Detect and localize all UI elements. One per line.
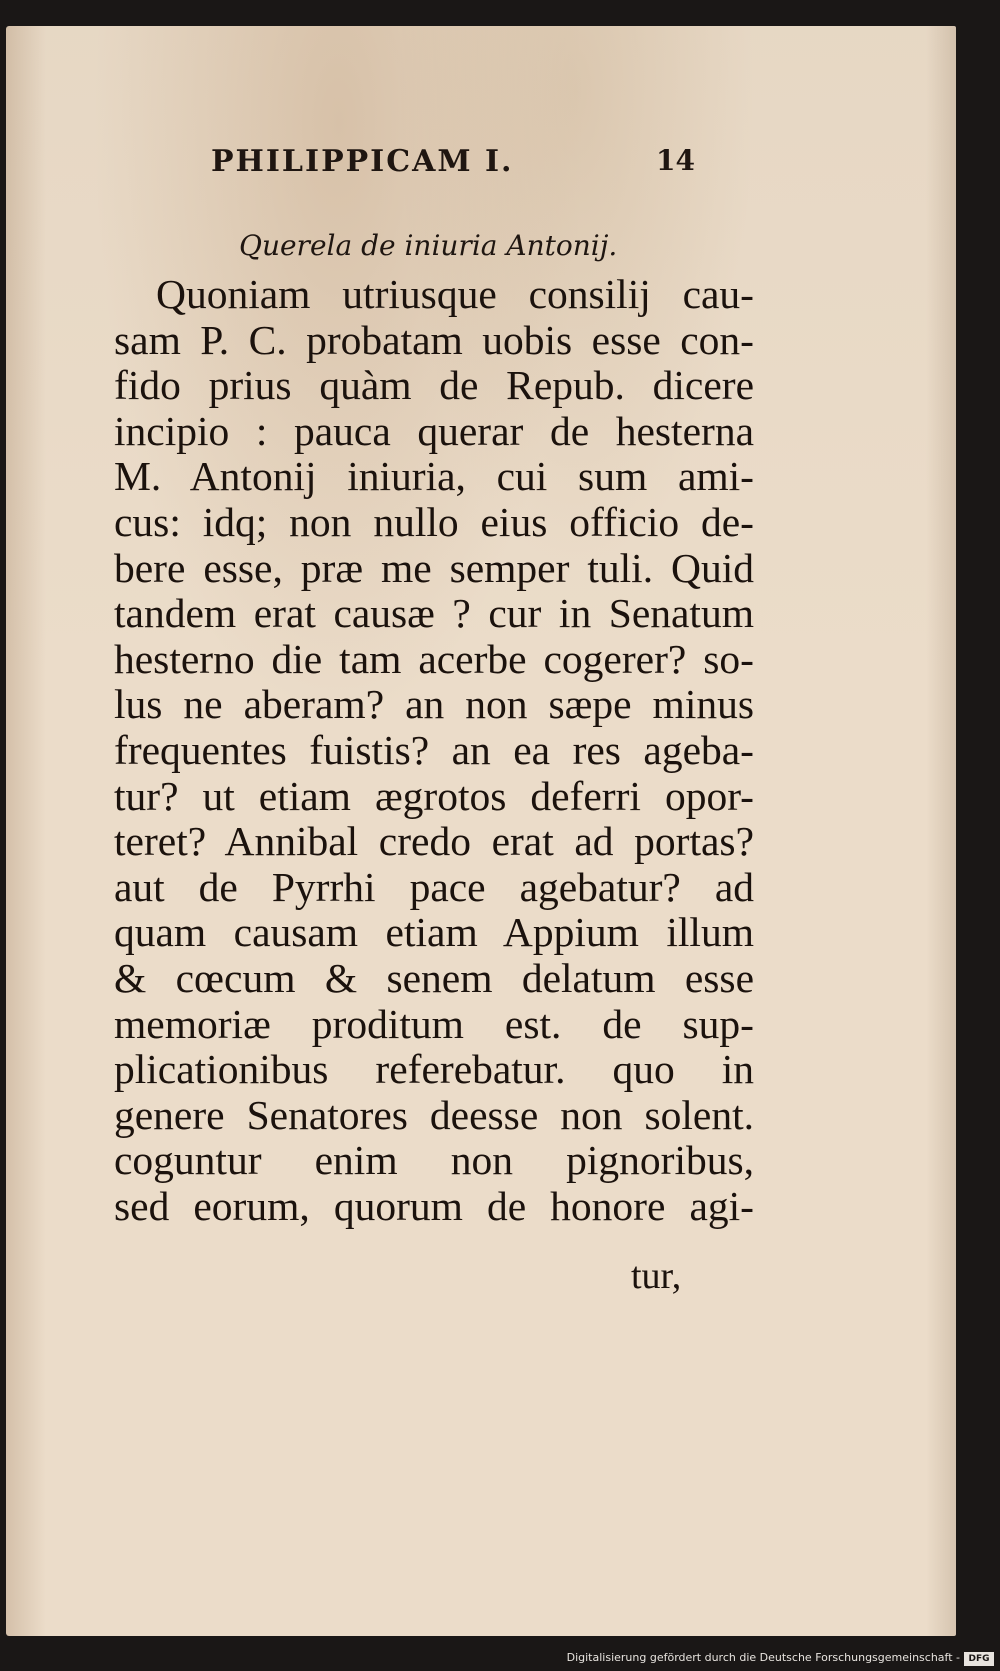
text-line: tandem erat causæ ? cur in Senatum bbox=[114, 590, 754, 637]
text-line: bere esse, præ me semper tuli. Quid bbox=[114, 544, 754, 591]
body-text bbox=[114, 272, 754, 1229]
running-head bbox=[211, 144, 711, 194]
page-number: 14 bbox=[656, 144, 695, 177]
text-line: coguntur enim non pignoribus, bbox=[114, 1137, 754, 1184]
running-head-title: PHILIPPICAM I. bbox=[211, 144, 514, 179]
text-line: hesterno die tam acerbe cogerer? so- bbox=[114, 635, 754, 682]
text-line: cus: idq; non nullo eius officio de- bbox=[114, 498, 754, 545]
text-line: quam causam etiam Appium illum bbox=[114, 909, 754, 956]
text-line: tur? ut etiam ægrotos deferri opor- bbox=[114, 772, 754, 819]
text-line: sam P. C. probatam uobis esse con- bbox=[114, 316, 754, 363]
text-line: genere Senatores deesse non solent. bbox=[114, 1091, 754, 1138]
digitization-footer bbox=[0, 1648, 1000, 1671]
section-heading: Querela de iniuria Antonij. bbox=[239, 229, 618, 262]
book-page bbox=[6, 26, 956, 1636]
text-line: fido prius quàm de Repub. dicere bbox=[114, 362, 754, 409]
text-line: sed eorum, quorum de honore agi- bbox=[114, 1182, 754, 1229]
text-line: aut de Pyrrhi pace agebatur? ad bbox=[114, 863, 754, 910]
funding-credit: Digitalisierung gefördert durch die Deutsche Forschungsgemeinschaft - bbox=[566, 1651, 960, 1664]
text-line: memoriæ proditum est. de sup- bbox=[114, 1000, 754, 1047]
text-line: M. Antonij iniuria, cui sum ami- bbox=[114, 453, 754, 500]
text-line: teret? Annibal credo erat ad portas? bbox=[114, 818, 754, 865]
catchword: tur, bbox=[631, 1255, 682, 1297]
text-line: lus ne aberam? an non sæpe minus bbox=[114, 681, 754, 728]
text-line: Quoniam utriusque consilij cau- bbox=[156, 271, 754, 317]
text-line: & cœcum & senem delatum esse bbox=[114, 954, 754, 1001]
text-line: frequentes fuistis? an ea res ageba- bbox=[114, 726, 754, 773]
dfg-logo-icon: DFG bbox=[964, 1652, 994, 1666]
text-line: plicationibus referebatur. quo in bbox=[114, 1046, 754, 1093]
text-line: incipio : pauca querar de hesterna bbox=[114, 407, 754, 454]
